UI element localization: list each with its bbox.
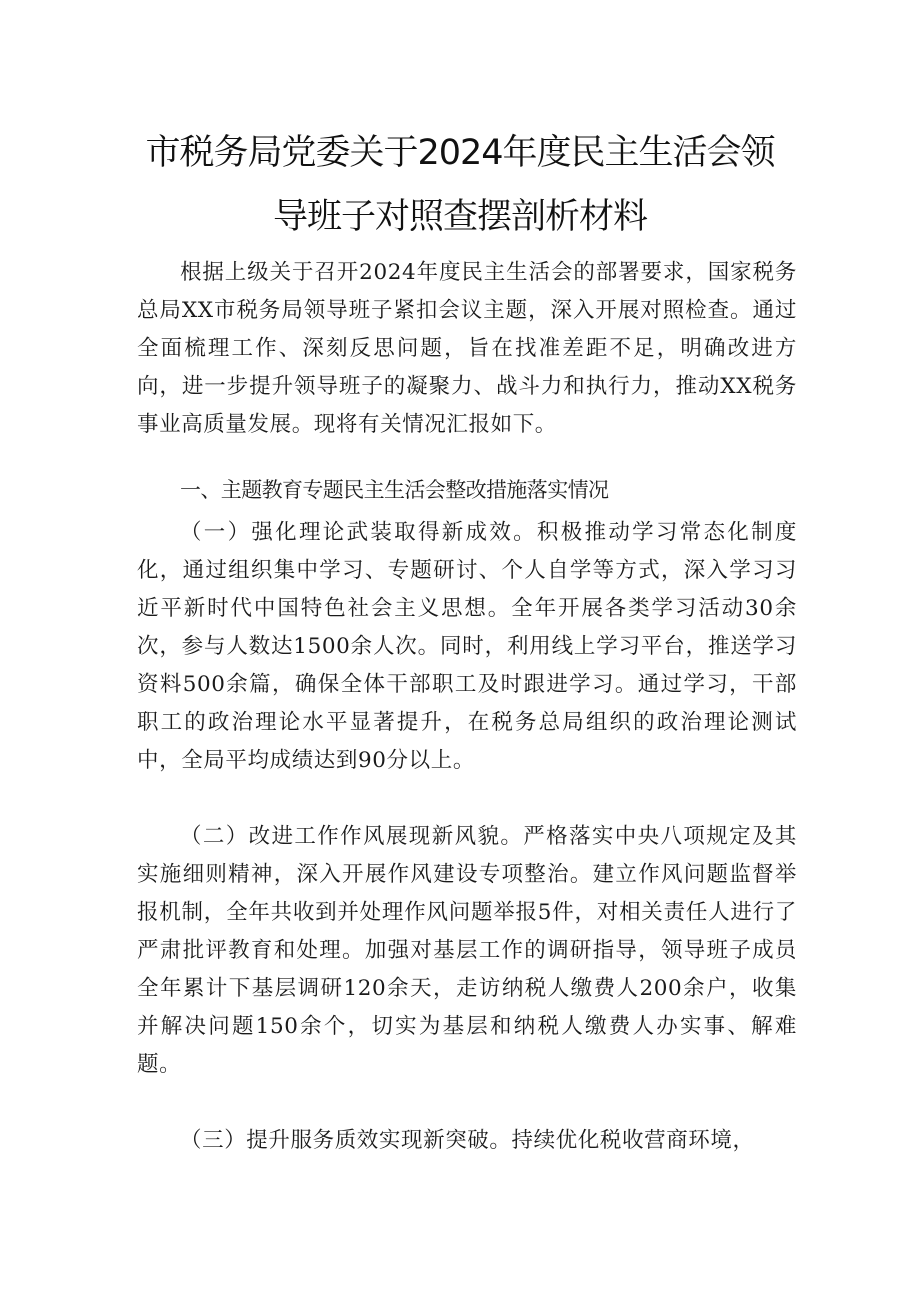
paragraph-2-block (137, 818, 797, 1084)
paragraph-1: （一）强化理论武装取得新成效。积极推动学习常态化制度化，通过组织集中学习、专题研讨、个人自学等方式，深入学习习近平新时代中国特色社会主义思想。全年开展各类学习活动30余次，参与人数达1500余人次。同时，利用线上学习平台，推送学习资料500余篇，确保全体干部职工及时跟进学习。通过学习，干部职工的政治理论水平显著提升，在税务总局组织的政治理论测试中，全局平均成绩达到90分以上。 (137, 520, 797, 773)
paragraph-2: （二）改进工作作风展现新风貌。严格落实中央八项规定及其实施细则精神，深入开展作风建设专项整治。建立作风问题监督举报机制，全年共收到并处理作风问题举报5件，对相关责任人进行了严肃批评教育和处理。加强对基层工作的调研指导，领导班子成员全年累计下基层调研120余天，走访纳税人缴费人200余户，收集并解决问题150余个，切实为基层和纳税人缴费人办实事、解难题。 (137, 824, 797, 1077)
paragraph-3-block (137, 1122, 797, 1160)
document-title-line-2: 导班子对照查摆剖析材料 (272, 197, 647, 237)
paragraph-3: （三）提升服务质效实现新突破。持续优化税收营商环境， (180, 1128, 755, 1153)
section-1-heading-block (137, 471, 797, 509)
paragraph-1-block (137, 514, 797, 780)
section-1-heading: 一、主题教育专题民主生活会整改措施落实情况 (180, 478, 609, 502)
document-title-line-1: 市税务局党委关于2024年度民主生活会领 (145, 133, 775, 173)
intro-paragraph: 根据上级关于召开2024年度民主生活会的部署要求，国家税务总局XX市税务局领导班子紧扣会议主题，深入开展对照检查。通过全面梳理工作、深刻反思问题，旨在找准差距不足，明确改进方向，进一步提升领导班子的凝聚力、战斗力和执行力，推动XX税务事业高质量发展。现将有关情况汇报如下。 (137, 260, 797, 437)
intro-paragraph-block (137, 254, 797, 444)
